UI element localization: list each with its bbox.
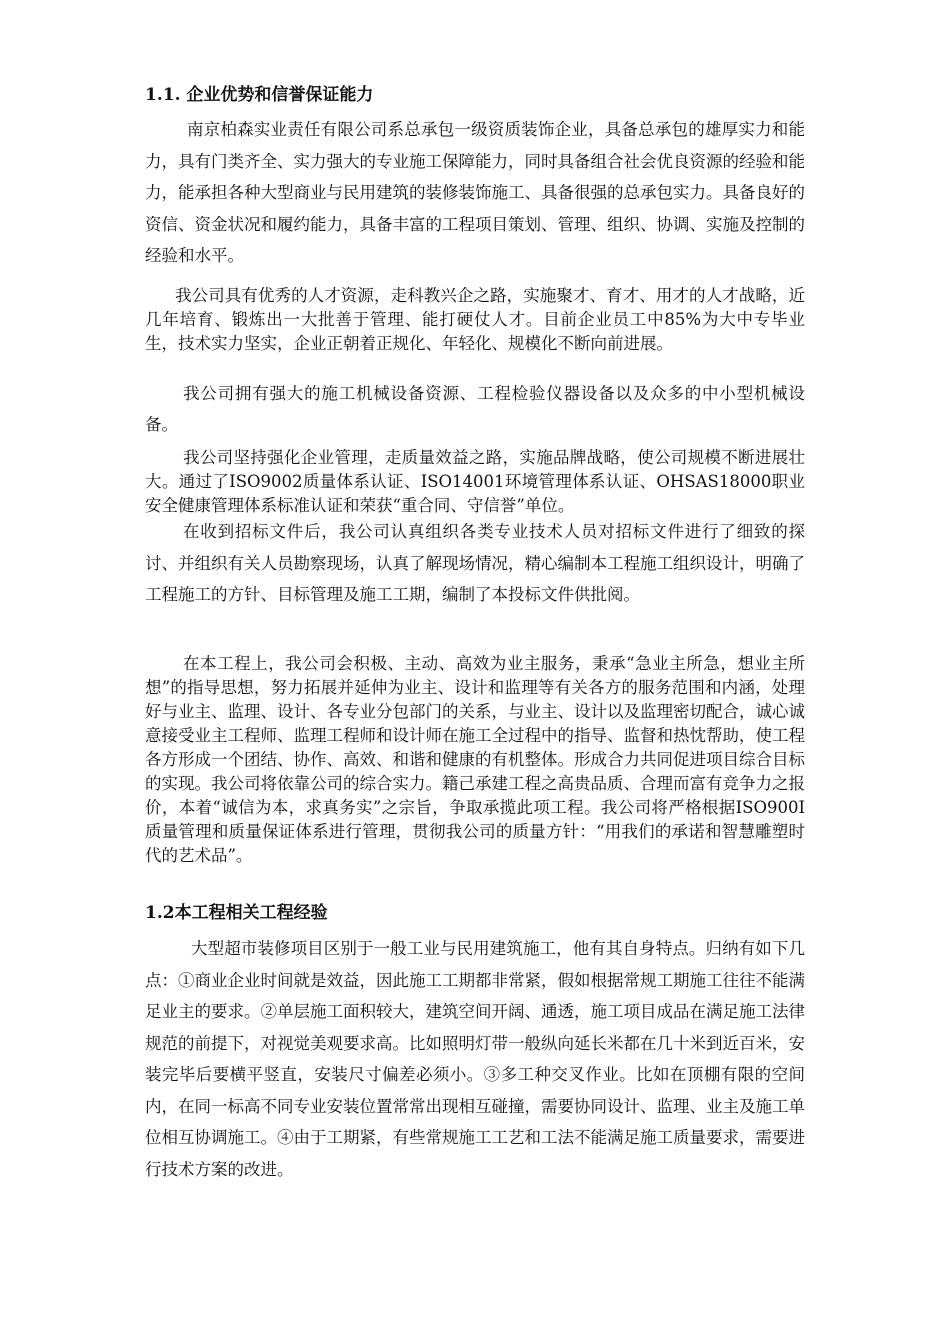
paragraph-talent-resources: 我公司具有优秀的人才资源，走科教兴企之路，实施聚才、育才、用才的人才战略，近几年培育、锻炼出一大批善于管理、能打硬仗人才。目前企业员工中85%为大中专毕业生，技术实力坚实，企业正朝着正规化、年轻化、规模化不断向前进展。 — [145, 286, 805, 353]
paragraph-supermarket-experience: 大型超市装修项目区别于一般工业与民用建筑施工，他有其自身特点。归纳有如下几点：①商业企业时间就是效益，因此施工工期都非常紧，假如根据常规工期施工往往不能满足业主的要求。②单层施工面积较大，建筑空间开阔、通透，施工项目成品在满足施工法律规范的前提下，对视觉美观要求高。比如照明灯带一般纵向延长米都在几十米到近百米，安装完毕后要横平竖直，安装尺寸偏差必须小。③多工种交叉作业。比如在顶棚有限的空间内，在同一标高不同专业安装位置常常出现相互碰撞，需要协同设计、监理、业主及施工单位相互协调施工。④由于工期紧，有些常规施工工艺和工法不能满足施工质量要求，需要进行技术方案的改进。 — [145, 939, 805, 1179]
section-heading-1-2: 1.2本工程相关工程经验 — [145, 903, 328, 923]
paragraph-company-overview: 南京柏森实业责任有限公司系总承包一级资质装饰企业，具备总承包的雄厚实力和能力，具有门类齐全、实力强大的专业施工保障能力，同时具备组合社会优良资源的经验和能力，能承担各种大型商业与民用建筑的装修装饰施工、具备很强的总承包实力。具备良好的资信、资金状况和履约能力，具备丰富的工程项目策划、管理、组织、协调、实施及控制的经验和水平。 — [145, 120, 805, 265]
paragraph-service-commitment: 在本工程上，我公司会积极、主动、高效为业主服务，秉承“急业主所急，想业主所想”的指导思想，努力拓展并延伸为业主、设计和监理等有关各方的服务范围和内涵，处理好与业主、监理、设计、各专业分包部门的关系，与业主、设计以及监理密切配合，诚心诚意接受业主工程师、监理工程师和设计师在施工全过程中的指导、监督和热忱帮助，使工程各方形成一个团结、协作、高效、和谐和健康的有机整体。形成合力共同促进项目综合目标的实现。我公司将依靠公司的综合实力。籍己承建工程之高贵品质、合理而富有竞争力之报价，本着“诚信为本，求真务实”之宗旨，争取承揽此项工程。我公司将严格根据ISO900I质量管理和质量保证体系进行管理，贯彻我公司的质量方针：“用我们的承诺和智慧雕塑时代的艺术品”。 — [145, 654, 805, 865]
paragraph-equipment-resources: 我公司拥有强大的施工机械设备资源、工程检验仪器设备以及众多的中小型机械设备。 — [145, 384, 805, 434]
paragraph-quality-certification: 我公司坚持强化企业管理，走质量效益之路，实施品牌战略，使公司规模不断进展壮大。通过了ISO9002质量体系认证、ISO14001环境管理体系认证、OHSAS18000职业安全健康管理体系标准认证和荣获“重合同、守信誉”单位。 — [145, 448, 805, 515]
paragraph-bid-preparation: 在收到招标文件后，我公司认真组织各类专业技术人员对招标文件进行了细致的探讨、并组织有关人员勘察现场，认真了解现场情况，精心编制本工程施工组织设计，明确了工程施工的方针、目标管理及施工工期，编制了本投标文件供批阅。 — [145, 522, 805, 604]
section-heading-1-1: 1.1. 企业优势和信誉保证能力 — [145, 85, 374, 105]
